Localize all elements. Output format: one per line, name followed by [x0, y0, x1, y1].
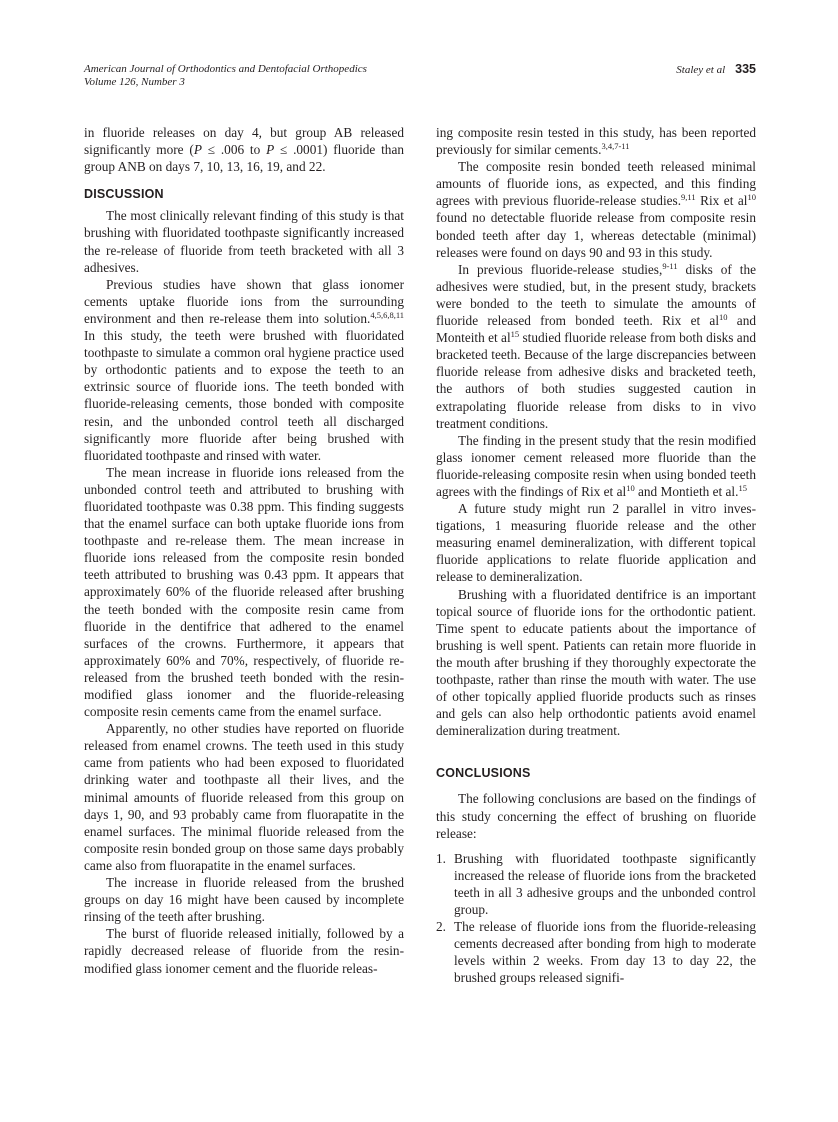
text-run: and Montieth et al. — [634, 483, 739, 499]
carryover-paragraph — [84, 124, 404, 175]
conclusion-text: Brushing with fluoridated toothpaste significantly increased the release of fluoride ions from the bracketed teeth in all 3 adhesive groups and the unbonded control group. — [454, 850, 756, 918]
text-run: in fluoride releases on day 4, but group AB released significantly more ( — [84, 125, 404, 158]
text-run: In this study, the teeth were brushed with fluoridated toothpaste to simulate a common oral hygiene practice used by orthodontic patients and to expose the teeth to an extrinsic source of fluoride ions. The teeth bonded with fluoride-releasing cements, those bonded with composite resin, and the unbonded control teeth all discharged significantly more fluoride after being brushed with fluoridated toothpaste and rinsed with water. — [84, 328, 404, 463]
p-variable: P — [266, 142, 275, 158]
text-run: In previous fluoride-release studies, — [458, 261, 663, 277]
citation-superscript: 9,11 — [681, 192, 696, 203]
author-running-head: Staley et al — [676, 64, 726, 76]
p-variable: P — [193, 142, 202, 158]
discussion-heading: DISCUSSION — [84, 187, 164, 202]
citation-superscript: 3,4,7-11 — [601, 141, 630, 152]
discussion-paragraph-5: The increase in fluoride released from the brushed groups on day 16 might have been caused by incomplete rinsing of the teeth after brushing. — [84, 875, 404, 925]
citation-superscript: 4,5,6,8,11 — [370, 309, 404, 320]
conclusions-heading: CONCLUSIONS — [436, 766, 531, 781]
conclusion-item — [436, 918, 756, 986]
discussion-paragraph-7 — [436, 158, 756, 261]
citation-superscript: 9-11 — [662, 260, 678, 271]
right-column — [436, 124, 756, 987]
text-run: The finding in the present study that the resin modified glass ionomer cement released more fluoride than the fluoride-releasing composite resin when using bonded teeth agrees with the findings of Rix et al — [436, 432, 756, 499]
text-run: ≤ .0001) fluoride than group ANB on days 7, 10, 13, 16, 19, and 22. — [84, 142, 405, 175]
text-run: and Monteith et al — [436, 313, 756, 346]
text-run: ing composite resin tested in this study, has been reported previously for similar cements. — [436, 125, 756, 158]
discussion-paragraph-1: The most clinically relevant finding of this study is that brushing with fluoridated toothpaste significantly increased the re-release of fluoride from teeth bracketed with all 3 adhesives. — [84, 208, 404, 275]
citation-superscript: 15 — [738, 482, 747, 493]
citation-superscript: 10 — [719, 312, 728, 323]
conclusion-text: The release of fluoride ions from the fluoride-releasing cements decreased after bonding from high to moderate levels within 2 weeks. From day 13 to day 22, the brushed groups released signifi- — [454, 919, 756, 986]
text-run: The composite resin bonded teeth released minimal amounts of fluoride ions, as expected, and this finding agrees with previous fluoride-release studies. — [436, 159, 756, 209]
discussion-paragraph-6: The burst of fluoride released initially, followed by a rapidly decreased release of fluoride from the resin-modified glass ionomer cement and the fluoride releas- — [84, 926, 404, 976]
left-column — [84, 124, 404, 977]
citation-superscript: 10 — [626, 482, 635, 493]
carryover-paragraph — [436, 124, 756, 158]
discussion-paragraph-3: The mean increase in fluoride ions released from the unbonded control teeth and attributed to brushing with fluoridated toothpaste was 0.38 ppm. This finding suggests that the enamel surface can both uptake fluoride ions from toothpaste and re-release them. The mean increase in fluoride ions released from the composite resin bonded teeth attributed to brushing was 0.43 ppm. It appears that approximately 60% of the fluoride released after brushing the teeth bonded with the composite resin came from fluoride in the dentifrice that adhered to the enamel surfaces of the crowns. Furthermore, it appears that approximately 60% and 70%, respectively, of fluoride re-released from the brushed teeth bonded with the resin-modified glass ionomer and the fluoride-releasing composite resin cements came from the enamel surface. — [84, 464, 404, 720]
discussion-paragraph-2 — [84, 276, 404, 464]
text-run: Rix et al — [695, 193, 748, 209]
discussion-paragraph-4: Apparently, no other studies have reported on fluoride released from enamel crowns. The teeth used in this study came from patients who had been exposed to fluoridated drinking water and toothpaste all their lives, and the minimal amounts of fluoride released from this group on days 1, 90, and 93 probably came from fluorapatite in the enamel surfaces. The minimal fluoride released from the composite resin bonded group on those same days probably came also from fluorapatite in the enamel surfaces. — [84, 721, 404, 873]
discussion-paragraph-8 — [436, 261, 756, 432]
text-run: studied fluoride release from both disks and bracketed teeth. Because of the large discrepancies between fluoride release from adhesive disks and bracketed teeth, the authors of both studies suggested caution in extrapolating fluoride release from disks to in vivo treatment conditions. — [436, 330, 757, 431]
conclusions-list — [436, 850, 756, 987]
conclusion-number: 1. — [436, 850, 446, 866]
discussion-paragraph-11: Brushing with a fluoridated dentifrice is an important topical source of fluoride ions for the orthodontic patient. Time spent to educate patients about the importance of brushing is well spent. Patients can retain more fluoride in the mouth after brushing if they thoroughly expectorate the toothpaste, rather than rinse the mouth with water. The use of other topically applied fluoride products such as rinses and gels can also help orthodontic patients avoid enamel demineralization during treatment. — [436, 586, 756, 739]
text-run: disks of the adhesives were studied, but, in the present study, brackets were bonded to the teeth to simulate the amounts of fluoride released from bonded teeth. Rix et al — [436, 261, 756, 329]
text-run: ≤ .006 to — [201, 142, 267, 158]
conclusion-number: 2. — [436, 919, 446, 935]
discussion-paragraph-9 — [436, 432, 756, 500]
text-run: Previous studies have shown that glass ionomer cements uptake fluoride ions from the surrounding environment and then re-release them into solution. — [84, 276, 404, 326]
citation-superscript: 15 — [510, 329, 520, 340]
discussion-paragraph-10: A future study might run 2 parallel in vitro investigations, 1 measuring fluoride release and the other measuring enamel demineralization, with different topical fluoride applications to relate fluoride application and release to demineralization. — [436, 501, 756, 585]
citation-superscript: 10 — [747, 192, 756, 203]
journal-title: American Journal of Orthodontics and Dentofacial Orthopedics — [84, 63, 367, 75]
conclusion-item — [436, 850, 756, 918]
text-run: found no detectable fluoride release from composite resin bonded teeth after day 1, whereas detectable (minimal) releases were found on days 90 and 93 in this study. — [436, 210, 756, 260]
header-right — [676, 62, 756, 77]
conclusions-intro: The following conclusions are based on the findings of this study concerning the effect of brushing on fluoride release: — [436, 791, 756, 841]
page-number: 335 — [735, 62, 756, 76]
journal-volume: Volume 126, Number 3 — [84, 76, 185, 88]
